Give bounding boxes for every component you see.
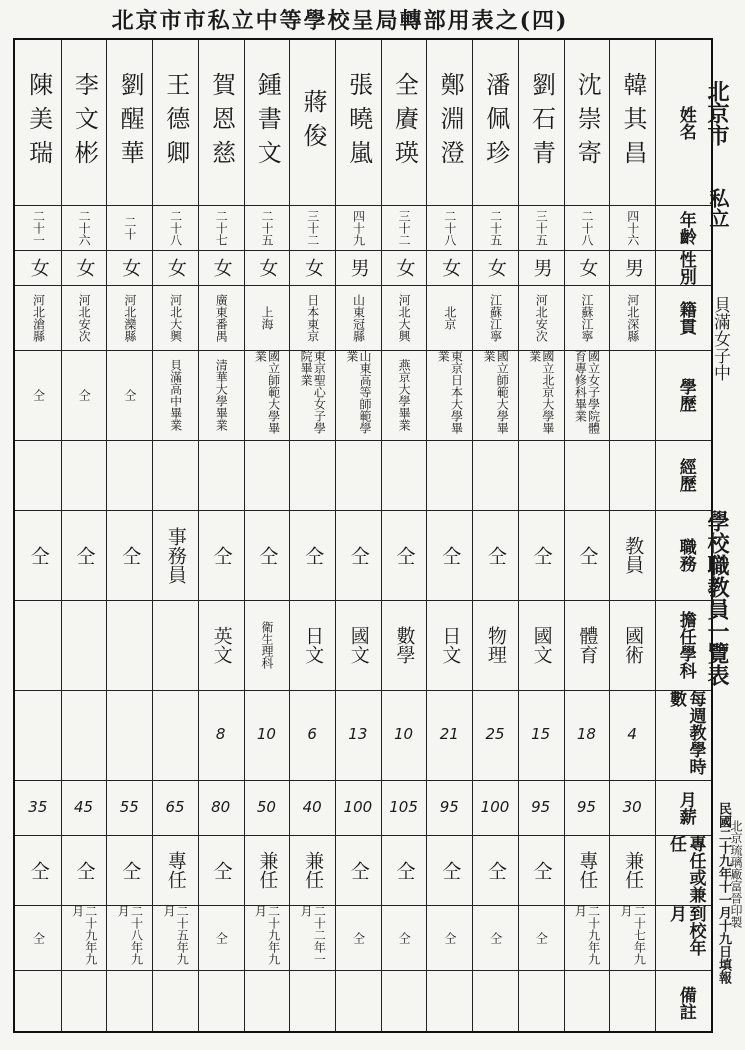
- staff-8-salary: 40: [302, 797, 322, 816]
- staff-5-status: 仝: [439, 860, 462, 880]
- staff-13-status: 仝: [73, 860, 96, 880]
- header-salary: 月薪: [675, 790, 696, 825]
- staff-2-hours: 18: [576, 725, 596, 744]
- staff-11-sex: 女: [164, 258, 187, 277]
- staff-9-hours: 10: [256, 725, 276, 744]
- staff-11-education: 貝滿高中畢業: [168, 359, 183, 431]
- staff-6-sex: 女: [393, 258, 416, 277]
- staff-10-subject: 英文: [210, 626, 233, 664]
- staff-11-salary: 65: [165, 797, 185, 816]
- staff-4-hours: 25: [485, 725, 505, 744]
- staff-10-education: 清華大學畢業: [214, 359, 229, 431]
- row-divider: [15, 440, 711, 441]
- staff-9-name: 鍾書文: [253, 71, 282, 174]
- staff-11-start: 二十五年九月: [162, 905, 190, 965]
- staff-8-origin: 日本東京: [305, 293, 320, 342]
- staff-7-subject: 國文: [347, 626, 370, 664]
- staff-2-start: 二十九年九月: [573, 905, 601, 965]
- staff-1-hours: 4: [627, 725, 637, 744]
- staff-table: [13, 38, 713, 1033]
- staff-5-sex: 女: [439, 258, 462, 277]
- staff-9-sex: 女: [256, 258, 279, 277]
- header-education: 學歷: [675, 378, 696, 412]
- staff-10-duty: 仝: [210, 545, 233, 565]
- staff-8-age: 三十二: [305, 209, 320, 246]
- staff-4-education: 國立師範大學畢業: [482, 350, 510, 434]
- staff-12-name: 劉醒華: [116, 71, 145, 174]
- staff-14-age: 二十一: [31, 209, 46, 246]
- staff-4-salary: 100: [480, 797, 510, 816]
- header-start: 到校年月: [666, 905, 706, 956]
- staff-6-origin: 河北大興: [397, 293, 412, 342]
- staff-9-status: 兼任: [256, 851, 279, 889]
- staff-13-age: 二十六: [77, 209, 92, 246]
- staff-4-duty: 仝: [484, 545, 507, 565]
- staff-13-origin: 河北安次: [77, 293, 92, 342]
- staff-1-origin: 河北深縣: [625, 293, 640, 342]
- staff-5-start: 仝: [442, 931, 457, 944]
- staff-1-salary: 30: [622, 797, 642, 816]
- staff-7-duty: 仝: [347, 545, 370, 565]
- staff-9-subject: 衛生理科: [260, 621, 275, 669]
- staff-4-subject: 物理: [484, 626, 507, 664]
- staff-3-status: 仝: [530, 860, 553, 880]
- side-city: 北京市: [704, 80, 730, 146]
- staff-11-age: 二十八: [168, 209, 183, 246]
- staff-4-status: 仝: [484, 860, 507, 880]
- staff-8-name: 蔣俊: [298, 88, 327, 157]
- staff-3-age: 三十五: [534, 209, 549, 246]
- staff-1-age: 四十六: [625, 209, 640, 246]
- staff-9-age: 二十五: [260, 209, 275, 246]
- header-origin: 籍貫: [675, 300, 696, 335]
- staff-7-salary: 100: [343, 797, 373, 816]
- staff-12-status: 仝: [119, 860, 142, 880]
- staff-14-salary: 35: [28, 797, 48, 816]
- staff-3-sex: 男: [530, 258, 553, 277]
- staff-4-start: 仝: [488, 931, 503, 944]
- staff-3-subject: 國文: [530, 626, 553, 664]
- side-school-type: 私立: [706, 188, 730, 228]
- printer-imprint: 北京琉璃廠富晉印製: [729, 820, 743, 928]
- staff-4-name: 潘佩珍: [481, 71, 510, 174]
- staff-14-duty: 仝: [27, 545, 50, 565]
- staff-9-salary: 50: [256, 797, 276, 816]
- header-hours: 每週教學時數: [666, 690, 706, 775]
- staff-7-name: 張曉嵐: [344, 71, 373, 174]
- staff-12-education: 仝: [122, 389, 137, 401]
- side-school-name: 貝滿女子中: [710, 295, 730, 381]
- staff-14-name: 陳美瑞: [24, 71, 53, 174]
- staff-6-status: 仝: [393, 860, 416, 880]
- staff-2-salary: 95: [576, 797, 596, 816]
- staff-3-name: 劉石青: [527, 71, 556, 174]
- staff-7-hours: 13: [348, 725, 368, 744]
- staff-7-status: 仝: [347, 860, 370, 880]
- staff-7-education: 山東高等師範學業: [344, 350, 373, 434]
- staff-2-sex: 女: [576, 258, 599, 277]
- staff-3-origin: 河北安次: [534, 293, 549, 342]
- staff-8-status: 兼任: [302, 851, 325, 889]
- staff-4-sex: 女: [484, 258, 507, 277]
- staff-10-hours: 8: [215, 725, 226, 744]
- side-form-name: 學校職教員一覽表: [704, 510, 730, 686]
- staff-13-start: 二十九年九月: [70, 905, 98, 965]
- staff-5-subject: 日文: [439, 626, 462, 664]
- row-divider: [15, 970, 711, 971]
- staff-2-subject: 體育: [576, 626, 599, 664]
- staff-10-name: 賀恩慈: [207, 71, 236, 174]
- staff-1-start: 二十七年九月: [619, 905, 647, 965]
- staff-12-origin: 河北灤縣: [122, 293, 137, 342]
- staff-9-education: 國立師範大學畢業: [253, 350, 281, 434]
- page-title: 北京市市私立中等學校呈局轉部用表之(四): [111, 8, 569, 34]
- staff-2-duty: 仝: [576, 545, 599, 565]
- side-title-block: [678, 38, 733, 1033]
- staff-6-hours: 10: [394, 725, 414, 744]
- staff-13-name: 李文彬: [70, 71, 99, 174]
- staff-1-status: 兼任: [622, 851, 645, 889]
- header-experience: 經歷: [675, 458, 696, 492]
- staff-1-sex: 男: [622, 258, 645, 277]
- staff-6-age: 三十二: [397, 209, 412, 246]
- staff-13-salary: 45: [74, 797, 94, 816]
- staff-4-origin: 江蘇江寧: [488, 293, 503, 342]
- staff-8-sex: 女: [302, 258, 325, 277]
- header-sex: 性別: [675, 250, 696, 285]
- header-name: 姓名: [675, 105, 696, 140]
- staff-8-subject: 日文: [302, 626, 325, 664]
- staff-12-sex: 女: [119, 258, 142, 277]
- staff-5-origin: 北京: [442, 305, 457, 330]
- staff-12-salary: 55: [119, 797, 139, 816]
- staff-5-hours: 21: [439, 725, 459, 744]
- staff-12-age: 二十: [122, 215, 137, 240]
- staff-3-duty: 仝: [530, 545, 553, 565]
- staff-14-status: 仝: [27, 860, 50, 880]
- staff-6-duty: 仝: [393, 545, 416, 565]
- staff-9-origin: 上海: [260, 305, 275, 330]
- staff-7-age: 四十九: [351, 209, 366, 246]
- staff-10-salary: 80: [211, 797, 231, 816]
- staff-3-salary: 95: [531, 797, 551, 816]
- header-duty: 職務: [675, 538, 696, 572]
- staff-3-hours: 15: [531, 725, 551, 744]
- staff-5-name: 鄭淵澄: [436, 71, 465, 174]
- staff-7-sex: 男: [347, 258, 370, 277]
- staff-1-subject: 國術: [622, 626, 645, 664]
- staff-3-education: 國立北京大學畢業: [527, 350, 555, 434]
- staff-12-start: 二十八年九月: [116, 905, 144, 965]
- staff-8-start: 二十二年一月: [299, 905, 327, 965]
- staff-6-salary: 105: [389, 797, 418, 816]
- staff-14-education: 仝: [31, 389, 46, 401]
- staff-10-age: 二十七: [214, 209, 229, 246]
- staff-5-education: 東京日本大學畢業: [436, 350, 464, 434]
- staff-11-status: 專任: [164, 851, 187, 889]
- header-subject: 擔任學科: [675, 611, 696, 679]
- staff-4-age: 二十五: [488, 209, 503, 246]
- staff-11-duty: 事務員: [164, 526, 187, 584]
- staff-5-duty: 仝: [439, 545, 462, 565]
- staff-10-sex: 女: [210, 258, 233, 277]
- staff-12-duty: 仝: [119, 545, 142, 565]
- staff-6-start: 仝: [397, 931, 412, 944]
- staff-7-origin: 山東冠縣: [351, 293, 366, 342]
- staff-8-education: 東京聖心女子學院畢業: [299, 350, 327, 434]
- header-age: 年齡: [675, 210, 696, 245]
- staff-5-salary: 95: [439, 797, 459, 816]
- staff-14-origin: 河北滄縣: [31, 293, 46, 342]
- staff-6-education: 燕京大學畢業: [397, 359, 412, 431]
- staff-7-start: 仝: [351, 931, 366, 944]
- staff-8-duty: 仝: [302, 545, 325, 565]
- staff-1-name: 韓其昌: [618, 71, 647, 174]
- staff-14-sex: 女: [27, 258, 50, 277]
- header-remarks: 備註: [675, 985, 696, 1020]
- staff-13-sex: 女: [73, 258, 96, 277]
- staff-10-origin: 廣東番禺: [214, 293, 229, 342]
- staff-5-age: 二十八: [442, 209, 457, 246]
- staff-13-duty: 仝: [73, 545, 96, 565]
- staff-2-education: 國立女子學院體育專修科畢業: [573, 350, 601, 434]
- staff-1-duty: 教員: [622, 536, 645, 574]
- staff-2-age: 二十八: [580, 209, 595, 246]
- header-status: 專任或兼任: [666, 835, 706, 903]
- staff-2-status: 專任: [576, 851, 599, 889]
- staff-9-duty: 仝: [256, 545, 279, 565]
- staff-13-education: 仝: [77, 389, 92, 401]
- staff-14-start: 仝: [31, 931, 46, 944]
- staff-10-start: 仝: [214, 931, 229, 944]
- staff-8-hours: 6: [307, 725, 317, 744]
- staff-11-name: 王德卿: [161, 71, 190, 174]
- side-date: 民國二十九年十一月十九日填報: [716, 802, 731, 984]
- staff-10-status: 仝: [210, 860, 233, 880]
- staff-3-start: 仝: [534, 931, 549, 944]
- staff-9-start: 二十九年九月: [253, 905, 281, 965]
- staff-6-subject: 數學: [393, 626, 416, 664]
- staff-6-name: 全賡瑛: [390, 71, 419, 174]
- staff-2-name: 沈崇寄: [573, 71, 602, 174]
- staff-2-origin: 江蘇江寧: [580, 293, 595, 342]
- staff-11-origin: 河北大興: [168, 293, 183, 342]
